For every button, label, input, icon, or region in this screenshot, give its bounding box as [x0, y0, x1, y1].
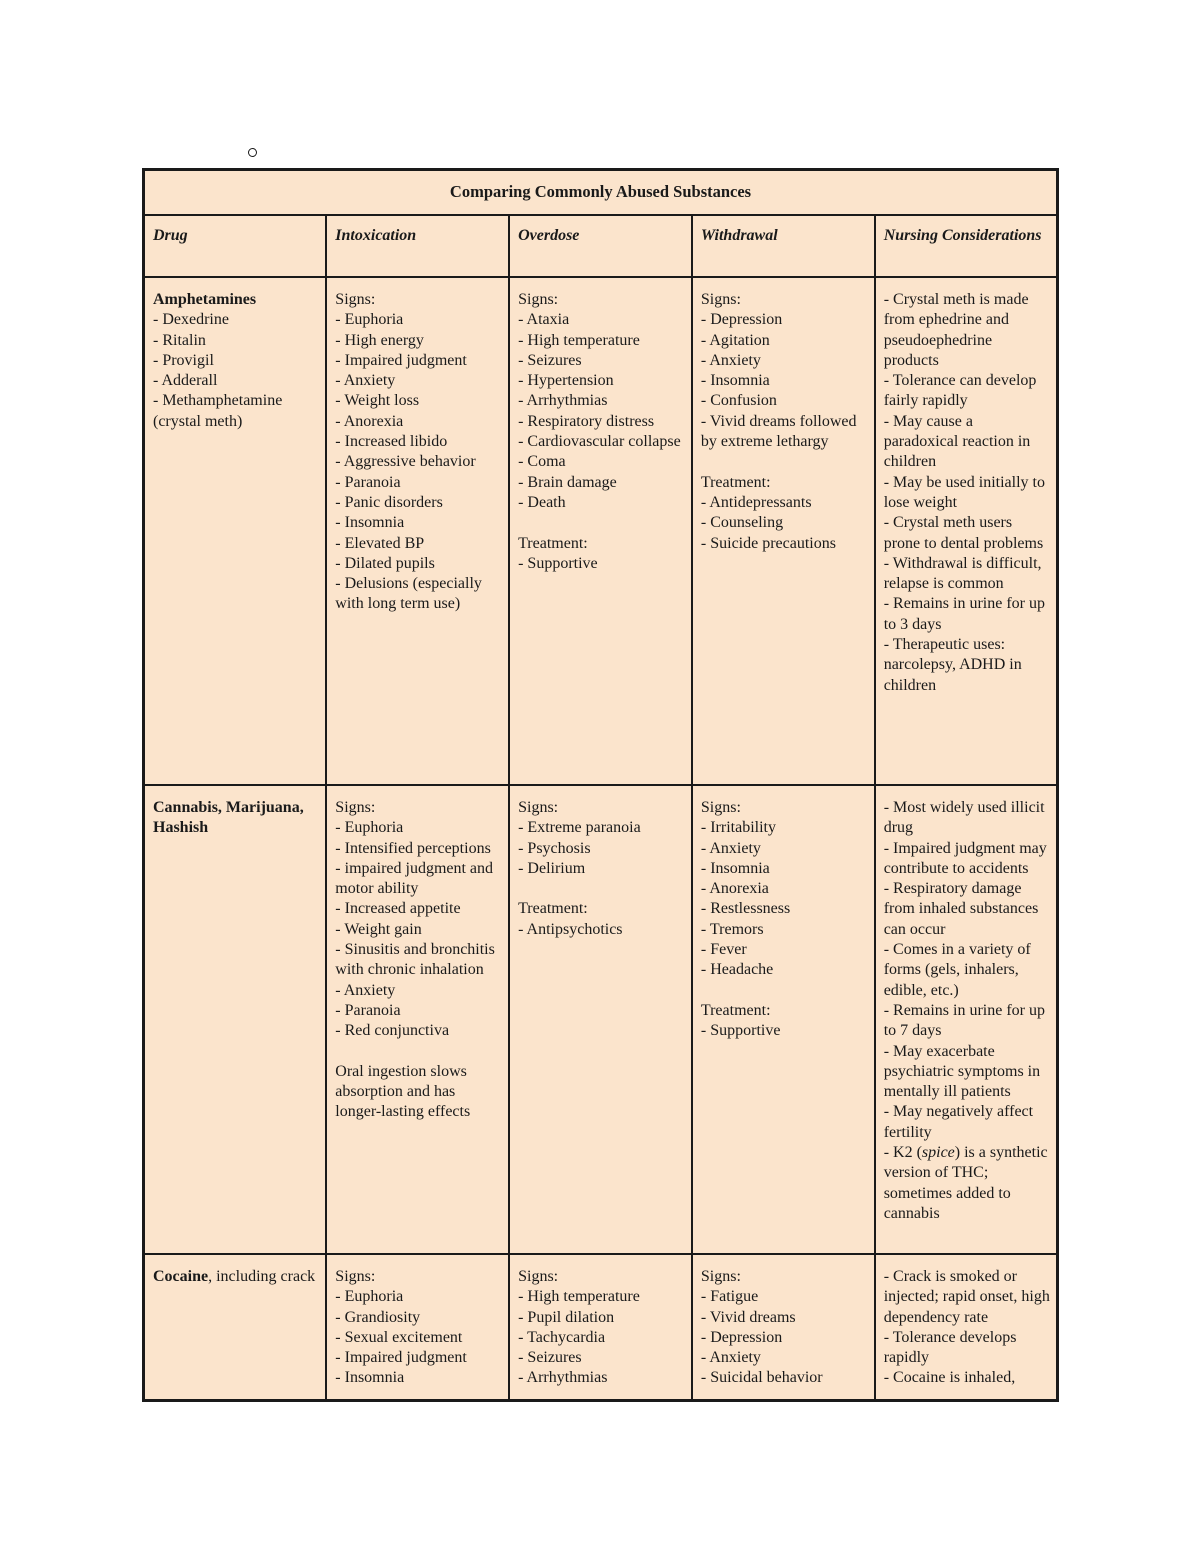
nursing-cell: [875, 785, 1058, 1254]
overdose-cell: [509, 1254, 692, 1400]
table-row: [144, 277, 1058, 785]
table-header-row: [144, 215, 1058, 277]
drug-name: Cannabis, Marijuana, Hashish: [153, 799, 304, 837]
overdose-cell: [509, 785, 692, 1254]
overdose-text: Signs: - High temperature - Pupil dilation - Tachycardia - Seizures - Arrhythmias: [518, 1268, 640, 1387]
header-drug: Drug: [144, 215, 327, 277]
substances-comparison-table: [142, 168, 1059, 1402]
intoxication-cell: [326, 785, 509, 1254]
nursing-text-part: ) is a synthetic version of THC; sometimes added to cannabis: [883, 1144, 1048, 1222]
drug-cell: [144, 785, 327, 1254]
nursing-cell: [875, 277, 1058, 785]
withdrawal-cell: [692, 277, 875, 785]
nursing-cell: [875, 1254, 1058, 1400]
drug-cell: [144, 277, 327, 785]
header-intoxication: Intoxication: [326, 215, 509, 277]
drug-cell: [144, 1254, 327, 1400]
drug-examples: - Dexedrine - Ritalin - Provigil - Adderall - Methamphetamine (crystal meth): [153, 311, 283, 430]
drug-cell-text: [153, 290, 319, 432]
nursing-text: - Crystal meth is made from ephedrine and pseudoephedrine products - Tolerance can develop fairly rapidly - May cause a paradoxical reaction in children - May be used initially to lose weight - Crystal meth users prone to dental problems - Withdrawal is difficult, relapse is common - Remains in urine for up to 3 days - Therapeutic uses: narcolepsy, ADHD in children: [883, 291, 1045, 694]
withdrawal-cell: [692, 1254, 875, 1400]
header-nursing-considerations: Nursing Considerations: [875, 215, 1058, 277]
withdrawal-text: Signs: - Depression - Agitation - Anxiety - Insomnia - Confusion - Vivid dreams followed by extreme lethargy Treatment: - Antidepressants - Counseling - Suicide precautions: [700, 291, 857, 552]
drug-name: Amphetamines: [153, 291, 257, 308]
table-title: Comparing Commonly Abused Substances: [144, 170, 1058, 216]
circle-bullet-icon: [248, 148, 257, 157]
table-row: [144, 785, 1058, 1254]
drug-examples: , including crack: [208, 1268, 316, 1285]
table-title-row: [144, 170, 1058, 216]
nursing-text-italic: spice: [921, 1144, 955, 1162]
drug-cell-text: [153, 1267, 319, 1287]
header-withdrawal: Withdrawal: [692, 215, 875, 277]
drug-name: Cocaine: [153, 1268, 209, 1285]
intoxication-cell: [326, 277, 509, 785]
nursing-text: [884, 798, 1050, 1224]
nursing-text-part: - Most widely used illicit drug - Impaired judgment may contribute to accidents - Respiratory damage from inhaled substances can occur - Comes in a variety of forms (gels, inhalers, edible, etc.) - Remains in urine for up to 7 days - May exacerbate psychiatric symptoms in mentally ill patients - May negatively affect fertility - K2 (: [883, 799, 1047, 1162]
withdrawal-text: Signs: - Irritability - Anxiety - Insomnia - Anorexia - Restlessness - Tremors - Fever - Headache Treatment: - Supportive: [700, 799, 791, 1040]
intoxication-text: Signs: - Euphoria - Grandiosity - Sexual excitement - Impaired judgment - Insomnia: [335, 1268, 467, 1387]
withdrawal-cell: [692, 785, 875, 1254]
overdose-text: Signs: - Ataxia - High temperature - Seizures - Hypertension - Arrhythmias - Respiratory distress - Cardiovascular collapse - Coma - Brain damage - Death Treatment: - Supportive: [518, 291, 681, 572]
overdose-cell: [509, 277, 692, 785]
withdrawal-text: Signs: - Fatigue - Vivid dreams - Depression - Anxiety - Suicidal behavior: [700, 1268, 823, 1387]
intoxication-text: Signs: - Euphoria - High energy - Impaired judgment - Anxiety - Weight loss - Anorexia - Increased libido - Aggressive behavior - Paranoia - Panic disorders - Insomnia - Elevated BP - Dilated pupils - Delusions (especially with long term use): [335, 291, 482, 613]
overdose-text: Signs: - Extreme paranoia - Psychosis - Delirium Treatment: - Antipsychotics: [518, 799, 641, 938]
header-overdose: Overdose: [509, 215, 692, 277]
nursing-text: - Crack is smoked or injected; rapid onset, high dependency rate - Tolerance develops rapidly - Cocaine is inhaled,: [883, 1268, 1050, 1387]
table-row: [144, 1254, 1058, 1400]
intoxication-text: Signs: - Euphoria - Intensified perceptions - impaired judgment and motor ability - Increased appetite - Weight gain - Sinusitis and bronchitis with chronic inhalation - Anxiety - Paranoia - Red conjunctiva Oral ingestion slows absorption and has longer-lasting effects: [335, 799, 495, 1121]
drug-cell-text: [153, 798, 319, 839]
intoxication-cell: [326, 1254, 509, 1400]
